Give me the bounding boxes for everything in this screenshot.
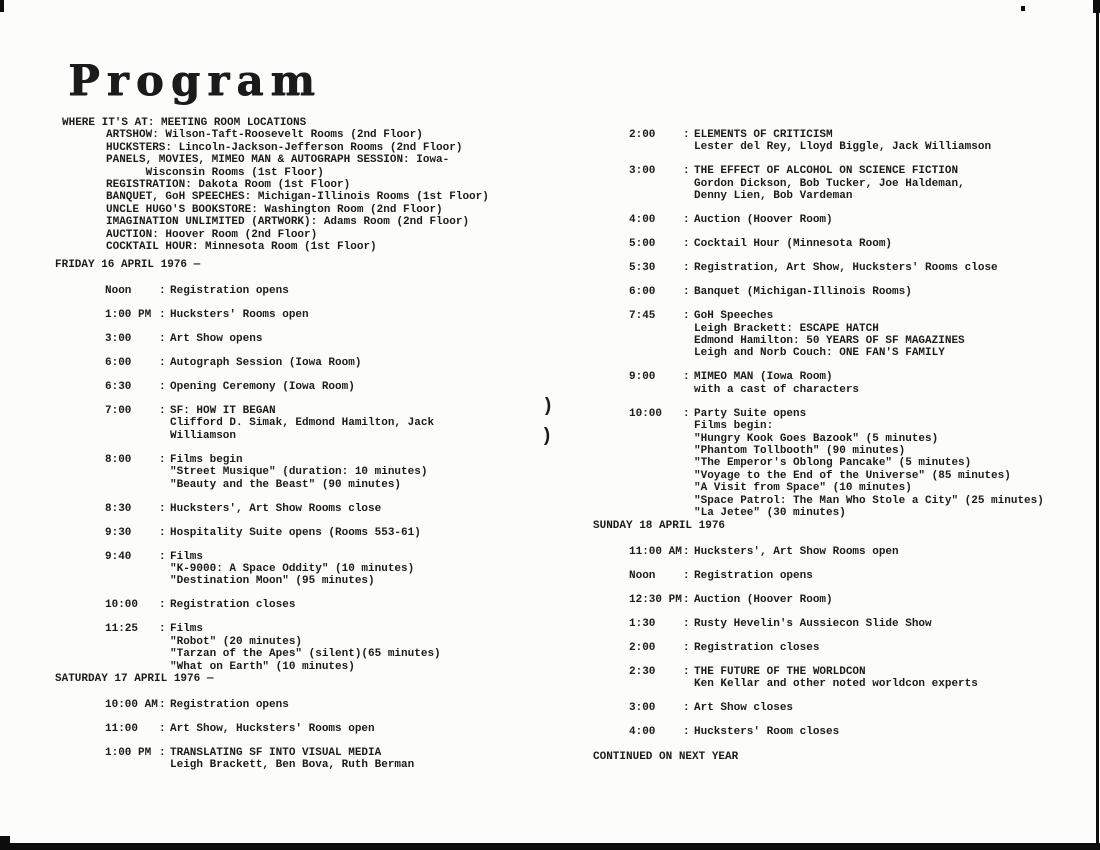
location-item: PANELS, MOVIES, MIMEO MAN & AUTOGRAPH SESSION: Iowa- [106,154,450,167]
entry-lines [694,238,892,250]
entry-separator: : [159,332,166,345]
schedule-entry [593,310,1044,360]
entry-line: MIMEO MAN (Iowa Room) [694,371,833,384]
entry-lines [170,357,361,369]
schedule-section-saturday-continued [593,129,1044,531]
entry-line: Lester del Rey, Lloyd Biggle, Jack Williamson [694,141,992,154]
entry-lines [694,642,819,654]
entry-line: Party Suite opens [694,407,807,420]
entry-time: 3:00 [105,332,132,345]
schedule-entry [55,381,441,393]
entry-time: 8:30 [105,502,132,515]
entry-line: Films [170,550,204,563]
entry-separator: : [683,214,690,227]
entry-line: Films [170,623,204,636]
entry-lines [170,381,355,393]
entry-time: 10:00 [629,407,663,420]
entry-time: 1:30 [629,617,656,630]
entry-line: Registration closes [170,599,296,612]
entry-line: Art Show closes [694,702,794,715]
location-item: IMAGINATION UNLIMITED (ARTWORK): Adams Room (2nd Floor) [106,216,470,229]
entry-separator: : [683,371,690,384]
entry-time: 11:25 [105,623,139,636]
scan-edge-right-nub [1093,0,1100,13]
schedule-entry [593,238,1044,250]
entry-line: THE FUTURE OF THE WORLDCON [694,665,866,678]
entry-line: Registration opens [694,569,813,582]
schedule-entry [55,285,441,297]
entry-separator: : [683,310,690,323]
entry-lines [694,262,998,274]
schedule-entry [593,165,1044,202]
entry-time: 2:00 [629,641,656,654]
entry-line: Art Show, Hucksters' Rooms open [170,722,375,735]
entry-lines [694,310,965,360]
schedule-entry [593,726,978,738]
entry-line: Hucksters' Room closes [694,726,840,739]
entry-line: "Beauty and the Beast" (90 minutes) [170,478,402,491]
entry-time: 3:00 [629,165,656,178]
location-item: BANQUET, GoH SPEECHES: Michigan-Illinois Rooms (1st Floor) [106,191,489,204]
entry-line: Denny Lien, Bob Vardeman [694,190,853,203]
entry-line: "The Emperor's Oblong Pancake" (5 minutes) [694,457,972,470]
entry-time: 8:00 [105,453,132,466]
entry-separator: : [683,702,690,715]
scan-speck [1021,6,1025,11]
entry-separator: : [159,599,166,612]
entry-lines [694,214,833,226]
entry-separator: : [683,593,690,606]
entry-lines [170,747,414,772]
section-heading: SUNDAY 18 APRIL 1976 [593,520,726,532]
entry-separator: : [683,165,690,178]
schedule-section-saturday [55,673,414,783]
entry-line: "A Visit from Space" (10 minutes) [694,482,912,495]
entry-line: Registration closes [694,641,820,654]
scan-edge-right [1096,0,1099,850]
entry-time: 6:30 [105,380,132,393]
schedule-entry [593,570,978,582]
entry-lines [170,309,309,321]
section-heading: FRIDAY 16 APRIL 1976 — [55,259,201,271]
entry-line: Gordon Dickson, Bob Tucker, Joe Haldeman, [694,177,965,190]
entry-separator: : [159,356,166,369]
entry-line: "Voyage to the End of the Universe" (85 minutes) [694,469,1011,482]
entry-separator: : [683,286,690,299]
entry-lines [694,594,833,606]
entry-lines [694,286,912,298]
schedule-entry [593,371,1044,396]
schedule-entry [55,551,441,588]
schedule-entry [55,723,414,735]
entry-separator: : [159,308,166,321]
schedule-entry [55,454,441,491]
entry-separator: : [159,404,166,417]
entry-lines [694,618,932,630]
room-locations-list [62,129,489,253]
entry-time: 6:00 [629,286,656,299]
schedule-section-friday [55,259,441,685]
entry-line: Leigh Brackett: ESCAPE HATCH [694,322,879,335]
entry-line: with a cast of characters [694,383,860,396]
entry-line: TRANSLATING SF INTO VISUAL MEDIA [170,746,382,759]
entry-separator: : [683,665,690,678]
entry-line: Cocktail Hour (Minnesota Room) [694,238,893,251]
schedule-entry [55,357,441,369]
location-item: HUCKSTERS: Lincoln-Jackson-Jefferson Rooms (2nd Floor) [106,141,463,154]
entry-lines [694,371,859,396]
entry-lines [170,599,295,611]
entry-time: 12:30 PM [629,593,682,606]
entry-time: 4:00 [629,214,656,227]
schedule-entry [593,546,978,558]
entry-time: Noon [105,284,132,297]
schedule-entry [593,642,978,654]
entry-line: Registration, Art Show, Hucksters' Rooms close [694,262,998,275]
entry-lines [694,546,899,558]
entry-time: 1:00 PM [105,746,152,759]
schedule-entry [55,503,441,515]
entry-time: 2:00 [629,129,656,141]
schedule-entry [55,699,414,711]
entry-time: 11:00 [105,722,139,735]
entry-line: "La Jetee" (30 minutes) [694,507,846,520]
entry-line: Hucksters' Rooms open [170,308,309,321]
room-locations [62,117,489,253]
entry-separator: : [683,545,690,558]
entry-separator: : [683,129,690,141]
entry-line: Auction (Hoover Room) [694,214,833,227]
entry-line: "What on Earth" (10 minutes) [170,660,355,673]
entry-separator: : [683,617,690,630]
entry-line: Edmond Hamilton: 50 YEARS OF SF MAGAZINES [694,335,965,348]
entry-line: Rusty Hevelin's Aussiecon Slide Show [694,617,932,630]
entry-lines [170,699,289,711]
schedule-entry [55,527,441,539]
entry-time: 4:00 [629,726,656,739]
entry-line: Williamson [170,429,237,442]
entry-separator: : [159,284,166,297]
schedule-entry [593,594,978,606]
section-heading: SATURDAY 17 APRIL 1976 — [55,673,214,685]
schedule-entry [593,129,1044,154]
entry-time: 11:00 AM [629,545,682,558]
entry-time: 7:00 [105,404,132,417]
location-item: Wisconsin Rooms (1st Floor) [106,166,324,179]
schedule-entry [55,309,441,321]
entry-separator: : [159,722,166,735]
scan-edge-bottom [0,843,1100,850]
brace-mark: ) [542,395,554,417]
entry-separator: : [683,262,690,275]
schedule-entry [593,286,1044,298]
entry-separator: : [159,550,166,563]
page-title: Program [68,56,322,105]
entry-line: Ken Kellar and other noted worldcon experts [694,678,978,691]
entry-lines [694,726,839,738]
entry-lines [694,408,1044,520]
entry-line: ELEMENTS OF CRITICISM [694,129,833,141]
schedule-entry [55,405,441,442]
entry-lines [170,723,375,735]
entry-time: 5:30 [629,262,656,275]
schedule-entry [55,599,441,611]
entry-lines [170,503,381,515]
entry-separator: : [159,380,166,393]
entry-time: 2:30 [629,665,656,678]
entry-time: 9:40 [105,550,132,563]
entry-separator: : [159,746,166,759]
entry-time: 10:00 [105,599,139,612]
entry-time: 7:45 [629,310,656,323]
entry-time: 9:30 [105,526,132,539]
entry-separator: : [159,698,166,711]
entry-lines [694,702,793,714]
entry-lines [170,527,421,539]
footer-note: CONTINUED ON NEXT YEAR [593,751,739,763]
entry-separator: : [683,407,690,420]
entry-line: Registration opens [170,284,289,297]
entry-line: Opening Ceremony (Iowa Room) [170,380,355,393]
entry-time: 5:00 [629,238,656,251]
entry-line: Films begin: [694,420,774,433]
brace-mark: ) [541,425,553,447]
entry-lines [170,551,414,588]
entry-line: "Destination Moon" (95 minutes) [170,575,375,588]
schedule-section-sunday [593,520,978,750]
location-item: ARTSHOW: Wilson-Taft-Roosevelt Rooms (2nd Floor) [106,129,423,142]
entry-line: "Phantom Tollbooth" (90 minutes) [694,445,906,458]
entry-lines [170,623,441,673]
entry-line: Autograph Session (Iowa Room) [170,356,362,369]
entry-line: Leigh Brackett, Ben Bova, Ruth Berman [170,759,415,772]
entry-line: "K-9000: A Space Oddity" (10 minutes) [170,562,415,575]
schedule-entry [55,747,414,772]
schedule-entry [55,623,441,673]
schedule-entry [593,666,978,691]
entry-separator: : [683,569,690,582]
entry-separator: : [159,453,166,466]
entry-line: "Tarzan of the Apes" (silent)(65 minutes) [170,648,441,661]
entry-line: Registration opens [170,698,289,711]
entry-line: "Robot" (20 minutes) [170,635,303,648]
room-locations-heading: WHERE IT'S AT: MEETING ROOM LOCATIONS [62,117,307,129]
schedule-entry [55,333,441,345]
entry-time: 6:00 [105,356,132,369]
entry-lines [170,454,427,491]
entry-time: 3:00 [629,702,656,715]
entry-separator: : [159,502,166,515]
entry-line: "Hungry Kook Goes Bazook" (5 minutes) [694,432,939,445]
scan-mark-top-left [0,0,4,12]
entry-lines [170,405,434,442]
scan-edge-bottom-nub [0,836,10,845]
entry-separator: : [683,641,690,654]
schedule-entry [593,408,1044,520]
entry-lines [170,285,289,297]
location-item: REGISTRATION: Dakota Room (1st Floor) [106,179,351,192]
entry-time: 1:00 PM [105,308,152,321]
entry-line: Clifford D. Simak, Edmond Hamilton, Jack [170,417,435,430]
entry-time: 10:00 AM [105,698,158,711]
schedule-entry [593,262,1044,274]
entry-line: Leigh and Norb Couch: ONE FAN'S FAMILY [694,347,945,360]
entry-lines [694,165,965,202]
schedule-entry [593,702,978,714]
entry-separator: : [683,238,690,251]
entry-line: THE EFFECT OF ALCOHOL ON SCIENCE FICTION [694,165,959,178]
location-item: AUCTION: Hoover Room (2nd Floor) [106,228,318,241]
entry-line: Hospitality Suite opens (Rooms 553-61) [170,526,421,539]
entry-line: GoH Speeches [694,310,774,323]
entry-separator: : [159,623,166,636]
entry-time: Noon [629,569,656,582]
entry-line: "Space Patrol: The Man Who Stole a City" (25 minutes) [694,494,1044,507]
entry-separator: : [159,526,166,539]
entry-line: SF: HOW IT BEGAN [170,404,276,417]
entry-lines [694,666,978,691]
entry-line: Art Show opens [170,332,263,345]
location-item: UNCLE HUGO'S BOOKSTORE: Washington Room (2nd Floor) [106,203,443,216]
entry-lines [170,333,262,345]
entry-line: Auction (Hoover Room) [694,593,833,606]
entry-separator: : [683,726,690,739]
entry-lines [694,570,813,582]
entry-line: "Street Musique" (duration: 10 minutes) [170,466,428,479]
schedule-entry [593,214,1044,226]
schedule-entry [593,618,978,630]
entry-line: Films begin [170,453,243,466]
entry-line: Banquet (Michigan-Illinois Rooms) [694,286,912,299]
entry-line: Hucksters', Art Show Rooms open [694,545,899,558]
entry-lines [694,129,991,154]
location-item: COCKTAIL HOUR: Minnesota Room (1st Floor) [106,241,377,254]
entry-line: Hucksters', Art Show Rooms close [170,502,382,515]
entry-time: 9:00 [629,371,656,384]
